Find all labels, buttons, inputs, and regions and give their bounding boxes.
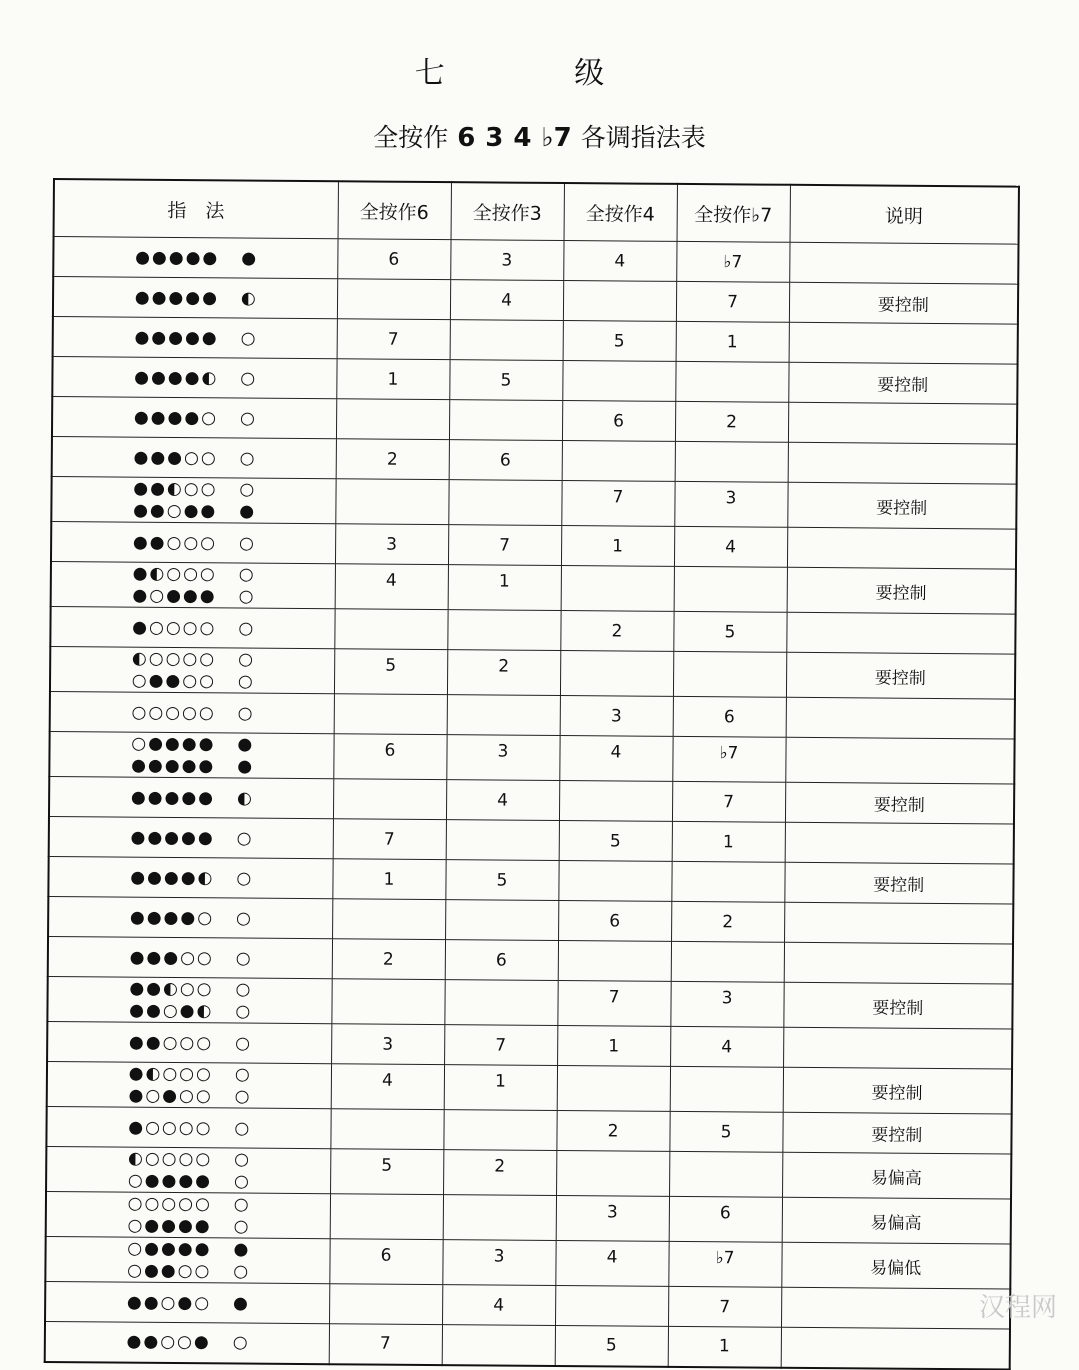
- hole-pattern: [54, 246, 337, 270]
- note-cell: ♭7: [672, 736, 785, 782]
- note-cell: 1: [448, 565, 561, 611]
- note-cell: 1: [557, 1025, 670, 1066]
- note-cell: [336, 399, 449, 440]
- front-holes-icon: ●●●○○: [133, 447, 218, 468]
- remark-cell: 要控制: [784, 862, 1013, 904]
- thumb-hole-icon: ○: [239, 447, 255, 469]
- remark-cell: [785, 822, 1014, 864]
- note-cell: [446, 820, 559, 861]
- hole-pattern: [52, 477, 335, 501]
- hole-pattern: [52, 584, 335, 608]
- hole-pattern: [51, 669, 334, 693]
- note-cell: [673, 651, 786, 697]
- front-holes-icon: ○●●○○: [131, 670, 217, 692]
- note-cell: 7: [337, 319, 450, 360]
- note-cell: 5: [449, 360, 562, 401]
- thumb-hole-icon: ○: [236, 827, 252, 849]
- note-cell: 1: [444, 1065, 557, 1111]
- note-cell: 5: [445, 860, 558, 901]
- header-key-4: 全按作4: [564, 183, 677, 241]
- fingering-cell: [50, 606, 334, 648]
- remark-cell: [788, 402, 1017, 444]
- hole-pattern: [50, 785, 333, 809]
- note-cell: [443, 1195, 556, 1241]
- note-cell: 4: [442, 1285, 555, 1326]
- thumb-hole-icon: ●: [237, 734, 253, 755]
- remark-cell: [784, 902, 1013, 944]
- subtitle-suffix: 各调指法表: [580, 123, 706, 152]
- remark-cell: [785, 737, 1014, 784]
- fingering-cell: [52, 436, 336, 478]
- front-holes-icon: ●○○○○: [128, 1117, 213, 1138]
- front-holes-icon: ●○●○○: [128, 1085, 213, 1107]
- front-holes-icon: ●●○●●: [133, 500, 218, 522]
- note-cell: 5: [334, 649, 447, 695]
- note-cell: 7: [333, 819, 446, 860]
- thumb-hole-icon: ○: [240, 367, 256, 389]
- header-key-6: 全按作6: [338, 181, 451, 239]
- note-cell: 3: [560, 695, 673, 736]
- note-cell: 2: [560, 611, 673, 652]
- note-cell: 4: [335, 564, 448, 610]
- fingering-cell: [53, 317, 337, 359]
- note-cell: 4: [670, 1026, 783, 1067]
- note-cell: [444, 980, 557, 1026]
- front-holes-icon: ●●○○○: [132, 532, 218, 553]
- front-holes-icon: ●●○●◐: [129, 1000, 214, 1022]
- note-cell: [555, 1285, 668, 1326]
- thumb-hole-icon: ●: [239, 501, 255, 522]
- note-cell: 7: [676, 281, 789, 322]
- note-cell: 1: [332, 859, 445, 900]
- note-cell: [562, 361, 675, 402]
- front-holes-icon: ●●◐○○: [133, 478, 218, 500]
- note-cell: [561, 566, 674, 612]
- front-holes-icon: ○●●●●: [127, 1215, 212, 1237]
- front-holes-icon: ○○○○○: [127, 1193, 212, 1215]
- thumb-hole-icon: ○: [238, 586, 254, 607]
- note-cell: 7: [672, 781, 785, 822]
- fingering-cell: [45, 1281, 329, 1323]
- remark-cell: 要控制: [788, 362, 1017, 404]
- remark-cell: 要控制: [782, 1112, 1011, 1154]
- note-cell: [675, 441, 788, 482]
- thumb-hole-icon: ○: [233, 1171, 249, 1192]
- thumb-hole-icon: ○: [234, 1117, 250, 1139]
- note-cell: [447, 695, 560, 736]
- front-holes-icon: ○●●●●: [127, 1238, 212, 1260]
- hole-pattern: [52, 499, 335, 523]
- thumb-hole-icon: ○: [237, 702, 253, 724]
- note-cell: 3: [335, 524, 448, 565]
- note-cell: 5: [563, 321, 676, 362]
- remark-cell: [784, 942, 1013, 984]
- table-row: [51, 476, 1016, 529]
- remark-cell: 要控制: [786, 652, 1015, 699]
- hole-pattern: [54, 286, 337, 310]
- table-row: [51, 561, 1016, 614]
- table-row: [46, 1146, 1011, 1199]
- note-cell: 3: [450, 240, 563, 281]
- fingering-cell: [46, 1106, 330, 1148]
- note-cell: 7: [448, 525, 561, 566]
- note-cell: [669, 1151, 782, 1197]
- note-cell: 4: [563, 241, 676, 282]
- fingering-cell: [48, 896, 332, 938]
- thumb-hole-icon: ○: [236, 867, 252, 889]
- hole-pattern: [46, 1259, 329, 1283]
- remark-cell: 要控制: [783, 982, 1012, 1029]
- front-holes-icon: ◐○○○○: [127, 1148, 213, 1170]
- thumb-hole-icon: ○: [233, 1216, 249, 1237]
- note-cell: 3: [446, 735, 559, 781]
- note-cell: 4: [555, 1240, 668, 1286]
- note-cell: [445, 900, 558, 941]
- thumb-hole-icon: ○: [238, 564, 254, 585]
- remark-cell: [786, 612, 1015, 654]
- front-holes-icon: ●●●●◐: [130, 867, 215, 888]
- front-holes-icon: ●◐○○○: [132, 563, 217, 585]
- remark-cell: [787, 527, 1016, 569]
- note-cell: 6: [449, 440, 562, 481]
- fingering-cell: [53, 277, 337, 319]
- remark-cell: [789, 322, 1018, 364]
- subtitle-tone: ♭7: [541, 123, 572, 153]
- subtitle-prefix: 全按作: [373, 123, 449, 152]
- note-cell: 1: [672, 821, 785, 862]
- note-cell: [449, 400, 562, 441]
- note-cell: 2: [332, 939, 445, 980]
- note-cell: [556, 1150, 669, 1196]
- hole-pattern: [53, 366, 336, 390]
- subtitle-tone: 4: [513, 123, 532, 153]
- subtitle-tone: 3: [485, 123, 504, 153]
- note-cell: 5: [673, 611, 786, 652]
- note-cell: 7: [329, 1324, 442, 1365]
- note-cell: [558, 940, 671, 981]
- subtitle-tone: 6: [457, 123, 476, 153]
- note-cell: 6: [329, 1239, 442, 1285]
- note-cell: 6: [673, 696, 786, 737]
- watermark-logo: 汉程网: [978, 1293, 1057, 1323]
- note-cell: 1: [676, 321, 789, 362]
- note-cell: [331, 979, 444, 1025]
- note-cell: 1: [561, 526, 674, 567]
- fingering-cell: [52, 357, 336, 399]
- thumb-hole-icon: ○: [232, 1332, 248, 1353]
- note-cell: [329, 1284, 442, 1325]
- remark-cell: 要控制: [787, 482, 1016, 529]
- hole-pattern: [51, 700, 334, 724]
- note-cell: 4: [674, 526, 787, 567]
- table-row: [50, 646, 1015, 699]
- note-cell: 6: [562, 401, 675, 442]
- thumb-hole-icon: ●: [233, 1239, 249, 1260]
- hole-pattern: [50, 754, 333, 778]
- note-cell: [334, 609, 447, 650]
- note-cell: 6: [669, 1196, 782, 1242]
- front-holes-icon: ●○●●●: [132, 585, 217, 607]
- thumb-hole-icon: ○: [235, 979, 251, 1000]
- note-cell: 3: [556, 1195, 669, 1241]
- hole-pattern: [48, 1062, 331, 1086]
- note-cell: 5: [669, 1111, 782, 1152]
- fingering-cell: [49, 731, 333, 778]
- remark-cell: 要控制: [787, 567, 1016, 614]
- thumb-hole-icon: ◐: [236, 787, 252, 809]
- hole-pattern: [51, 647, 334, 671]
- front-holes-icon: ●●●●○: [133, 407, 219, 428]
- note-cell: 2: [447, 650, 560, 696]
- fingering-cell: [49, 816, 333, 858]
- thumb-hole-icon: ●: [237, 756, 253, 777]
- note-cell: 7: [444, 1025, 557, 1066]
- note-cell: 3: [442, 1240, 555, 1286]
- note-cell: [563, 281, 676, 322]
- front-holes-icon: ●●●●●: [134, 287, 220, 308]
- page-title: 七 级: [414, 56, 665, 91]
- front-holes-icon: ●●○○○: [128, 1032, 214, 1053]
- thumb-hole-icon: ○: [235, 1032, 251, 1054]
- thumb-hole-icon: ○: [234, 1064, 250, 1085]
- hole-pattern: [47, 1169, 330, 1193]
- remark-cell: 要控制: [789, 282, 1018, 324]
- note-cell: 2: [675, 401, 788, 442]
- fingering-cell: [46, 1191, 330, 1238]
- table-row: [49, 731, 1014, 784]
- note-cell: 2: [556, 1110, 669, 1151]
- hole-pattern: [49, 945, 332, 969]
- note-cell: [330, 1194, 443, 1240]
- note-cell: 6: [445, 940, 558, 981]
- remark-cell: 易偏高: [782, 1152, 1011, 1199]
- hole-pattern: [47, 1237, 330, 1261]
- header-fingering: 指 法: [54, 179, 338, 239]
- thumb-hole-icon: ○: [238, 649, 254, 670]
- note-cell: [442, 1325, 555, 1366]
- front-holes-icon: ●●●○○: [129, 947, 214, 968]
- table-subtitle: [0, 118, 1079, 154]
- thumb-hole-icon: ○: [235, 947, 251, 969]
- front-holes-icon: ●●○○●: [126, 1331, 211, 1353]
- remark-cell: 要控制: [785, 782, 1014, 824]
- fingering-table: [44, 178, 1020, 1370]
- hole-pattern: [52, 531, 335, 555]
- fingering-cell: [48, 936, 332, 978]
- thumb-hole-icon: ●: [232, 1292, 248, 1314]
- note-cell: 3: [670, 981, 783, 1027]
- hole-pattern: [47, 1147, 330, 1171]
- remark-cell: 要控制: [783, 1067, 1012, 1114]
- remark-cell: [788, 442, 1017, 484]
- note-cell: 1: [336, 359, 449, 400]
- note-cell: 3: [331, 1024, 444, 1065]
- table-body: [45, 237, 1019, 1370]
- remark-cell: [781, 1287, 1010, 1329]
- note-cell: 4: [331, 1064, 444, 1110]
- thumb-hole-icon: ○: [233, 1261, 249, 1282]
- note-cell: [675, 361, 788, 402]
- note-cell: 7: [557, 980, 670, 1026]
- fingering-cell: [47, 1021, 331, 1063]
- note-cell: [332, 899, 445, 940]
- note-cell: [330, 1109, 443, 1150]
- table-row: [46, 1191, 1011, 1244]
- fingering-cell: [53, 237, 337, 279]
- table-row: [45, 1236, 1010, 1289]
- fingering-cell: [49, 776, 333, 818]
- note-cell: ♭7: [676, 241, 789, 282]
- note-cell: 5: [559, 820, 672, 861]
- remark-cell: 易偏低: [781, 1242, 1010, 1289]
- hole-pattern: [49, 865, 332, 889]
- front-holes-icon: ●●●●●: [131, 755, 216, 777]
- note-cell: 7: [668, 1286, 781, 1327]
- thumb-hole-icon: ○: [239, 407, 255, 429]
- front-holes-icon: ●●●●○: [129, 907, 215, 928]
- remark-cell: [786, 697, 1015, 739]
- fingering-cell: [51, 521, 335, 563]
- note-cell: 2: [671, 901, 784, 942]
- header-key-3: 全按作3: [451, 182, 564, 240]
- front-holes-icon: ●●◐○○: [129, 978, 214, 1000]
- header-key-b7: 全按作♭7: [677, 184, 790, 242]
- hole-pattern: [48, 999, 331, 1023]
- fingering-cell: [51, 561, 335, 608]
- fingering-cell: [47, 976, 331, 1023]
- note-cell: 2: [336, 439, 449, 480]
- front-holes-icon: ◐○○○○: [131, 648, 217, 670]
- header-remarks: 说明: [790, 185, 1019, 244]
- front-holes-icon: ●◐○○○: [128, 1063, 213, 1085]
- note-cell: [674, 566, 787, 612]
- remark-cell: [789, 242, 1018, 284]
- note-cell: 4: [559, 735, 672, 781]
- note-cell: [560, 650, 673, 696]
- note-cell: 1: [668, 1326, 781, 1367]
- hole-pattern: [54, 326, 337, 350]
- note-cell: 6: [333, 734, 446, 780]
- hole-pattern: [51, 616, 334, 640]
- fingering-cell: [46, 1146, 330, 1193]
- note-cell: [671, 941, 784, 982]
- thumb-hole-icon: ○: [235, 1001, 251, 1022]
- front-holes-icon: ●●○●○: [126, 1292, 212, 1313]
- note-cell: [334, 694, 447, 735]
- hole-pattern: [47, 1115, 330, 1139]
- thumb-hole-icon: ○: [234, 1086, 250, 1107]
- front-holes-icon: ○●●○○: [127, 1260, 212, 1282]
- fingering-cell: [52, 397, 336, 439]
- hole-pattern: [50, 825, 333, 849]
- hole-pattern: [49, 977, 332, 1001]
- note-cell: [562, 441, 675, 482]
- note-cell: [447, 610, 560, 651]
- note-cell: [337, 279, 450, 320]
- thumb-hole-icon: ○: [238, 532, 254, 554]
- thumb-hole-icon: ○: [238, 617, 254, 639]
- remark-cell: [783, 1027, 1012, 1069]
- hole-pattern: [49, 905, 332, 929]
- front-holes-icon: ●○○○○: [132, 617, 217, 638]
- note-cell: [335, 479, 448, 525]
- front-holes-icon: ●●●●●: [134, 327, 219, 348]
- note-cell: [443, 1110, 556, 1151]
- hole-pattern: [47, 1192, 330, 1216]
- hole-pattern: [53, 406, 336, 430]
- note-cell: 3: [674, 481, 787, 527]
- thumb-hole-icon: ◐: [240, 287, 256, 309]
- thumb-hole-icon: ○: [234, 1149, 250, 1170]
- remark-cell: [781, 1327, 1010, 1369]
- note-cell: [559, 780, 672, 821]
- note-cell: 2: [443, 1150, 556, 1196]
- front-holes-icon: ●●●●●: [130, 787, 216, 808]
- note-cell: ♭7: [668, 1241, 781, 1287]
- fingering-cell: [45, 1236, 329, 1283]
- fingering-cell: [47, 1061, 331, 1108]
- note-cell: 5: [555, 1325, 668, 1366]
- note-cell: [448, 480, 561, 526]
- hole-pattern: [47, 1214, 330, 1238]
- front-holes-icon: ●●●●●: [130, 827, 215, 848]
- hole-pattern: [50, 732, 333, 756]
- fingering-cell: [45, 1321, 329, 1363]
- fingering-cell: [48, 856, 332, 898]
- hole-pattern: [46, 1330, 329, 1354]
- thumb-hole-icon: ○: [236, 907, 252, 929]
- front-holes-icon: ○○○○○: [131, 702, 216, 723]
- front-holes-icon: ○●●●●: [131, 733, 216, 755]
- thumb-hole-icon: ○: [233, 1194, 249, 1215]
- table-row: [47, 1061, 1012, 1114]
- thumb-hole-icon: ○: [237, 671, 253, 692]
- note-cell: [671, 861, 784, 902]
- note-cell: [670, 1066, 783, 1112]
- table-header-row: [54, 179, 1019, 244]
- note-cell: [557, 1065, 670, 1111]
- fingering-cell: [50, 646, 334, 693]
- front-holes-icon: ●●●●●: [135, 247, 220, 268]
- table-row: [45, 1321, 1010, 1369]
- thumb-hole-icon: ●: [241, 247, 257, 269]
- table-row: [47, 976, 1012, 1029]
- note-cell: 4: [450, 280, 563, 321]
- fingering-cell: [50, 691, 334, 733]
- front-holes-icon: ○●●●●: [127, 1170, 213, 1192]
- note-cell: 6: [337, 239, 450, 280]
- note-cell: [558, 860, 671, 901]
- hole-pattern: [52, 562, 335, 586]
- note-cell: [333, 779, 446, 820]
- thumb-hole-icon: ○: [240, 327, 256, 349]
- hole-pattern: [48, 1084, 331, 1108]
- note-cell: 4: [446, 780, 559, 821]
- note-cell: 5: [330, 1149, 443, 1195]
- thumb-hole-icon: ○: [239, 479, 255, 500]
- front-holes-icon: ●●●●◐: [134, 367, 219, 388]
- hole-pattern: [53, 446, 336, 470]
- note-cell: 6: [558, 900, 671, 941]
- note-cell: [450, 320, 563, 361]
- note-cell: 7: [561, 481, 674, 527]
- fingering-cell: [51, 476, 335, 523]
- hole-pattern: [48, 1030, 331, 1054]
- hole-pattern: [46, 1290, 329, 1314]
- remark-cell: 易偏高: [782, 1197, 1011, 1244]
